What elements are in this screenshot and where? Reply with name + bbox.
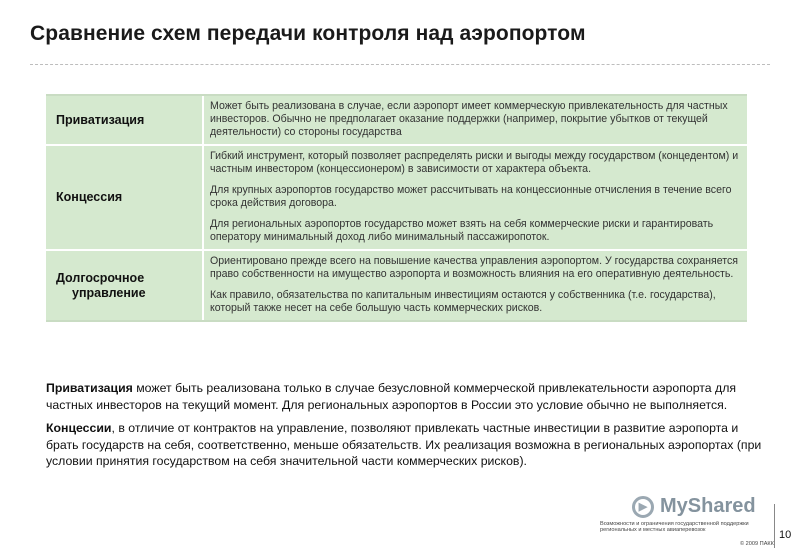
description-paragraph: Может быть реализована в случае, если аэропорт имеет коммерческую привлекательность для частных инвесторов. Обычно не предполагает оказание поддержки (например, покрытие убытков от текущей деятельности) со стороны государства xyxy=(210,100,728,138)
row-label-text: Приватизация xyxy=(56,112,145,127)
summary-paragraph xyxy=(46,420,766,470)
logo-text: MyShared xyxy=(660,495,756,517)
row-label-text: Концессия xyxy=(56,190,123,204)
footer-note: Возможности и ограничения государственной поддержки региональных и местных авиаперевозок xyxy=(600,521,749,534)
page-title: Сравнение схем передачи контроля над аэропортом xyxy=(30,22,586,45)
description-paragraph: Гибкий инструмент, который позволяет распределять риски и выгоды между государством (концедентом) и частным инвестором (концессионером) в зависимости от характера объекта. xyxy=(210,150,739,175)
row-description xyxy=(204,251,747,320)
summary-text xyxy=(46,380,766,477)
summary-body: , в отличие от контрактов на управление, позволяют привлекать частные инвестиции в развитие аэропорта и брать государств на себя, соответственно, меньше обязательств. Их реализация возможна в региональных аэропортах (при условии принятия государством на себя значительной части коммерческих рисков). xyxy=(46,421,762,468)
description-paragraph: Для региональных аэропортов государство может взять на себя коммерческие риски и гарантировать оператору минимальный доход либо минимальный пассажиропоток. xyxy=(210,218,714,243)
watermark-logo xyxy=(632,495,756,518)
row-label xyxy=(46,251,204,320)
summary-term: Приватизация xyxy=(46,381,133,395)
row-label-text: Долгосрочное xyxy=(56,270,145,285)
summary-paragraph xyxy=(46,380,766,413)
comparison-table xyxy=(46,94,747,322)
description-paragraph: Как правило, обязательства по капитальным инвестициям остаются у собственника (т.е. государства), который также несет на себе большую часть коммерческих рисков. xyxy=(210,289,716,314)
copyright: © 2009 ПАКК xyxy=(740,541,774,547)
row-description xyxy=(204,146,747,249)
logo-icon: ▶ xyxy=(632,496,654,518)
table-row-long-term-management xyxy=(46,251,747,322)
table-row-privatization xyxy=(46,96,747,146)
page-number: 10 xyxy=(779,529,792,541)
row-label xyxy=(46,146,204,249)
table-row-concession xyxy=(46,146,747,251)
title-divider xyxy=(30,64,770,65)
description-paragraph: Для крупных аэропортов государство может рассчитывать на концессионные отчисления в течение всего срока действия договора. xyxy=(210,184,732,209)
row-label xyxy=(46,96,204,144)
row-description xyxy=(204,96,747,144)
row-label-text: управление xyxy=(72,285,146,300)
description-paragraph: Ориентировано прежде всего на повышение качества управления аэропортом. У государства сохраняется право собственности на имущество аэропорта и возможность влияния на его оперативную деятельность. xyxy=(210,255,739,280)
summary-term: Концессии xyxy=(46,421,112,435)
summary-body: может быть реализована только в случае безусловной коммерческой привлекательности аэропорта для частных инвесторов на текущий момент. Для региональных аэропортов в России это условие обычно не выполняется. xyxy=(46,381,737,412)
page-number-divider xyxy=(774,504,775,548)
